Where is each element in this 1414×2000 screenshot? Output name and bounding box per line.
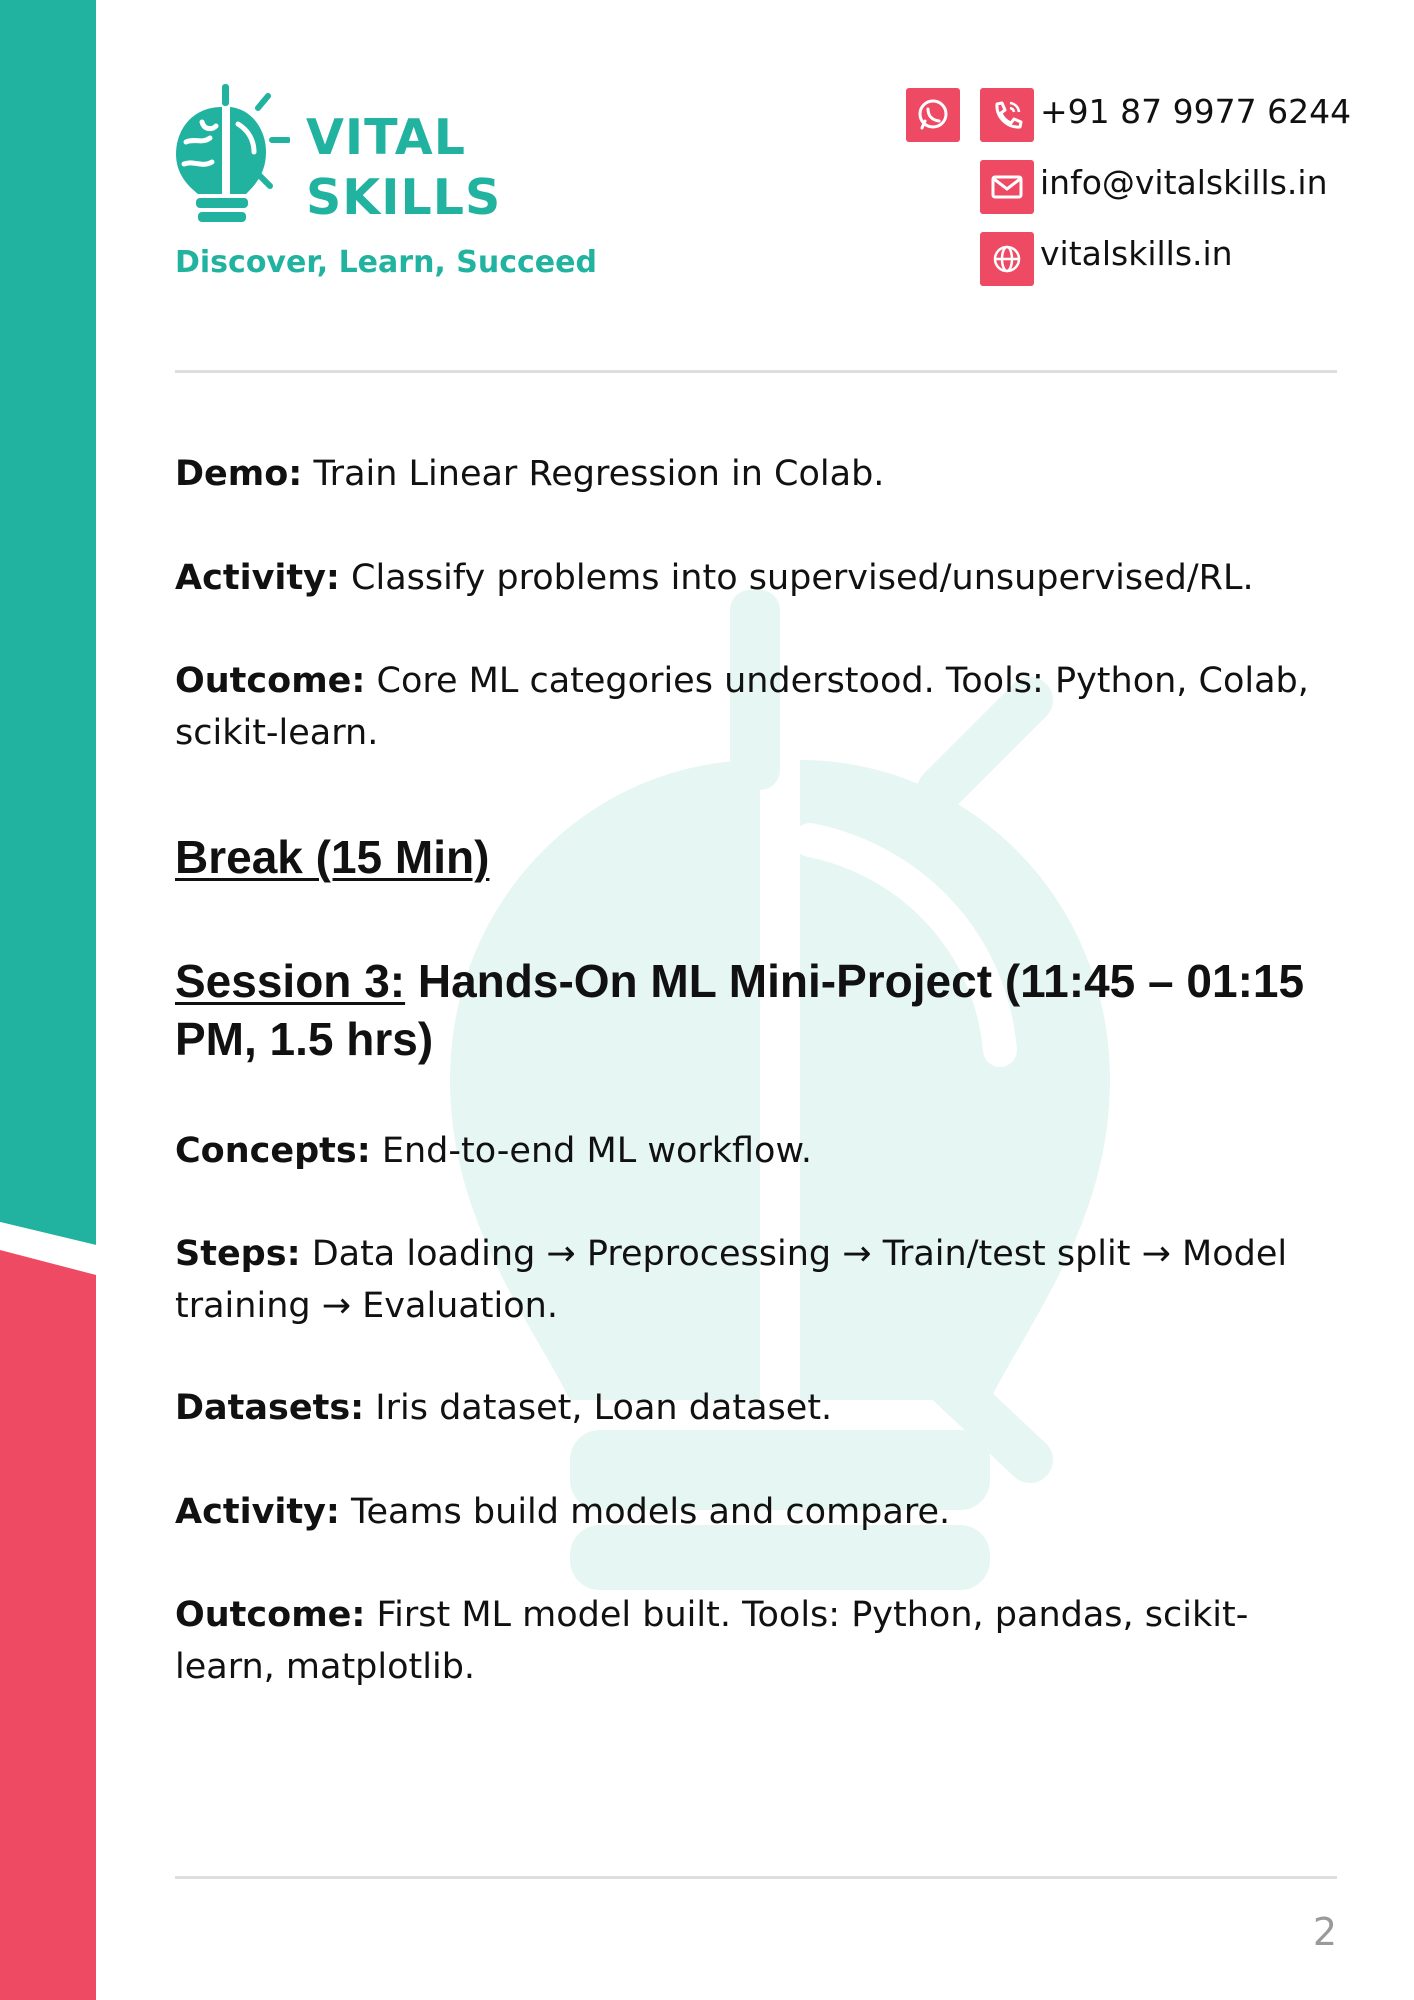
brand-name-line1: VITAL: [306, 109, 466, 166]
session-3-title: Hands-On ML Mini-Project (11:45 – 01:15 PM, 1.5 hrs): [175, 955, 1305, 1065]
concepts-line: [175, 1125, 1340, 1177]
phone-number[interactable]: +91 87 9977 6244: [1040, 92, 1352, 131]
activity-line: [175, 552, 1340, 604]
datasets-label: Datasets:: [175, 1388, 365, 1428]
mail-icon[interactable]: [980, 160, 1034, 214]
session-3-outcome-label: Outcome:: [175, 1595, 366, 1635]
break-title: Break (15 Min): [175, 831, 490, 883]
datasets-text: Iris dataset, Loan dataset.: [364, 1388, 833, 1428]
phone-icon[interactable]: [980, 88, 1034, 142]
globe-icon[interactable]: [980, 232, 1034, 286]
demo-line: [175, 448, 1340, 500]
outcome-text: Core ML categories understood. Tools: Python, Colab, scikit-learn.: [175, 661, 1309, 753]
outcome-line: [175, 655, 1340, 759]
break-heading: [175, 828, 1340, 886]
website-url[interactable]: vitalskills.in: [1040, 234, 1233, 273]
steps-text: Data loading → Preprocessing → Train/test split → Model training → Evaluation.: [175, 1234, 1288, 1326]
session-3-outcome-line: [175, 1589, 1340, 1693]
session-3-label: Session 3:: [175, 955, 406, 1007]
session-3-activity-line: [175, 1486, 1340, 1538]
session-3-activity-label: Activity:: [175, 1492, 340, 1532]
page-number: 2: [1312, 1910, 1337, 1954]
datasets-line: [175, 1382, 1340, 1434]
concepts-label: Concepts:: [175, 1131, 371, 1171]
demo-text: Train Linear Regression in Colab.: [302, 454, 885, 494]
header-divider: [175, 370, 1337, 373]
brand-tagline: Discover, Learn, Succeed: [175, 245, 597, 280]
email-address[interactable]: info@vitalskills.in: [1040, 163, 1328, 202]
steps-line: [175, 1228, 1340, 1332]
activity-label: Activity:: [175, 558, 340, 598]
session-3-outcome-text: First ML model built. Tools: Python, pandas, scikit-learn, matplotlib.: [175, 1595, 1249, 1687]
session-3-heading: [175, 952, 1340, 1068]
session-3-activity-text: Teams build models and compare.: [339, 1492, 951, 1532]
brand-name: [306, 108, 501, 228]
brand-name-line2: SKILLS: [306, 169, 502, 226]
activity-text: Classify problems into supervised/unsupervised/RL.: [339, 558, 1254, 598]
whatsapp-icon[interactable]: [906, 88, 960, 142]
vital-skills-logo-icon: [172, 82, 290, 227]
footer-divider: [175, 1876, 1337, 1879]
concepts-text: End-to-end ML workflow.: [370, 1131, 813, 1171]
demo-label: Demo:: [175, 454, 303, 494]
steps-label: Steps:: [175, 1234, 301, 1274]
outcome-label: Outcome:: [175, 661, 366, 701]
side-color-stripe: [0, 0, 96, 2000]
